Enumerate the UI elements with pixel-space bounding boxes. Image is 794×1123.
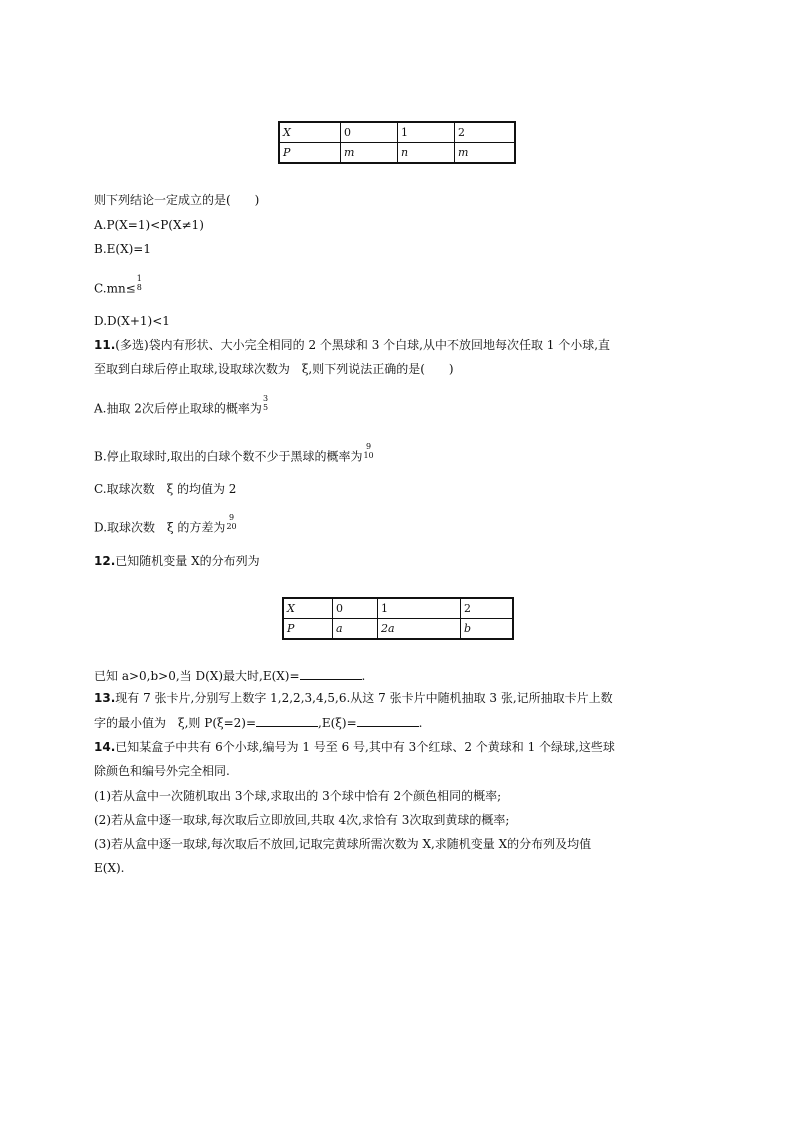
fraction-denominator: 20 (226, 522, 237, 531)
fraction-denominator: 10 (363, 451, 374, 460)
question-14-part-2: (2)若从盒中逐一取球,每次取后立即放回,共取 4次,求恰有 3次取到黄球的概率; (94, 813, 510, 827)
fraction (263, 394, 268, 412)
fraction (363, 442, 373, 460)
question-13-line-2 (94, 715, 422, 731)
question-12-stem (94, 553, 260, 569)
answer-blank[interactable] (256, 715, 318, 727)
table-cell: b (461, 619, 514, 640)
question-13-line-1 (94, 690, 613, 706)
option-c (94, 274, 143, 298)
question-text: . (418, 716, 423, 730)
option-text: B.停止取球时,取出的白球个数不少于黑球的概率为 (94, 449, 363, 464)
distribution-table-2 (282, 597, 514, 640)
fraction-denominator: 5 (262, 403, 269, 412)
question-14-part-3-line-1: (3)若从盒中逐一取球,每次取后不放回,记取完黄球所需次数为 X,求随机变量 X的分布列及均值 (94, 837, 592, 851)
question-11-line-1 (94, 337, 610, 353)
table-row (283, 598, 513, 619)
table-cell: 2 (455, 122, 516, 143)
question-text: 已知某盒子中共有 6个小球,编号为 1 号至 6 号,其中有 3个红球、2 个黄球和 1 个绿球,这些球 (115, 740, 615, 754)
question-text: . (361, 669, 366, 683)
question-number: 12. (94, 554, 116, 568)
fraction (226, 513, 236, 531)
option-d: D.D(X+1)<1 (94, 314, 170, 328)
fraction (137, 274, 142, 292)
question-12-condition (94, 668, 365, 684)
option-b: B.E(X)=1 (94, 242, 151, 256)
question-number: 11. (94, 338, 116, 352)
question-14-part-1: (1)若从盒中一次随机取出 3个球,求取出的 3个球中恰有 2个颜色相同的概率; (94, 789, 502, 803)
question-number: 13. (94, 691, 116, 705)
fraction-numerator: 1 (136, 274, 142, 283)
question-text: 已知随机变量 X的分布列为 (115, 554, 260, 568)
table-cell: 1 (378, 598, 461, 619)
question-stem: 则下列结论一定成立的是( ) (94, 193, 260, 207)
question-14-line-1 (94, 739, 615, 755)
option-c: C.取球次数 ξ 的均值为 2 (94, 482, 237, 496)
table-cell: n (398, 143, 455, 164)
table-row (279, 143, 515, 164)
table-cell: P (279, 143, 341, 164)
option-a (94, 394, 269, 418)
question-text: ,E(ξ)= (318, 716, 357, 730)
table-cell: X (279, 122, 341, 143)
option-b (94, 442, 375, 466)
option-text: A.抽取 2次后停止取球的概率为 (94, 401, 262, 416)
table-cell: a (333, 619, 378, 640)
fraction-numerator: 9 (366, 442, 372, 451)
answer-blank[interactable] (357, 715, 419, 727)
question-number: 14. (94, 740, 116, 754)
table-cell: P (283, 619, 333, 640)
question-text: 已知 a>0,b>0,当 D(X)最大时,E(X)= (94, 669, 300, 683)
table-cell: 2 (461, 598, 514, 619)
distribution-table-1 (278, 121, 516, 164)
option-text: C.mn≤ (94, 281, 136, 296)
table-row (283, 619, 513, 640)
answer-blank[interactable] (300, 668, 362, 680)
fraction-numerator: 9 (228, 513, 235, 522)
option-a: A.P(X=1)<P(X≠1) (94, 218, 204, 232)
table-row (279, 122, 515, 143)
table-cell: X (283, 598, 333, 619)
option-text: D.取球次数 ξ 的方差为 (94, 520, 226, 535)
fraction-denominator: 8 (136, 283, 142, 292)
question-14-line-2: 除颜色和编号外完全相同. (94, 764, 230, 778)
table-cell: 2a (378, 619, 461, 640)
question-11-line-2: 至取到白球后停止取球,设取球次数为 ξ,则下列说法正确的是( ) (94, 362, 454, 376)
table-cell: 1 (398, 122, 455, 143)
question-14-part-3-line-2: E(X). (94, 861, 125, 875)
table-cell: 0 (341, 122, 398, 143)
table-cell: 0 (333, 598, 378, 619)
question-text: 字的最小值为 ξ,则 P(ξ=2)= (94, 716, 257, 730)
option-d (94, 513, 238, 537)
question-text: 现有 7 张卡片,分别写上数字 1,2,2,3,4,5,6.从这 7 张卡片中随机抽取 3 张,记所抽取卡片上数 (115, 691, 613, 705)
question-text: (多选)袋内有形状、大小完全相同的 2 个黑球和 3 个白球,从中不放回地每次任取 1 个小球,直 (115, 338, 611, 352)
fraction-numerator: 3 (262, 394, 269, 403)
table-cell: m (341, 143, 398, 164)
table-cell: m (455, 143, 516, 164)
